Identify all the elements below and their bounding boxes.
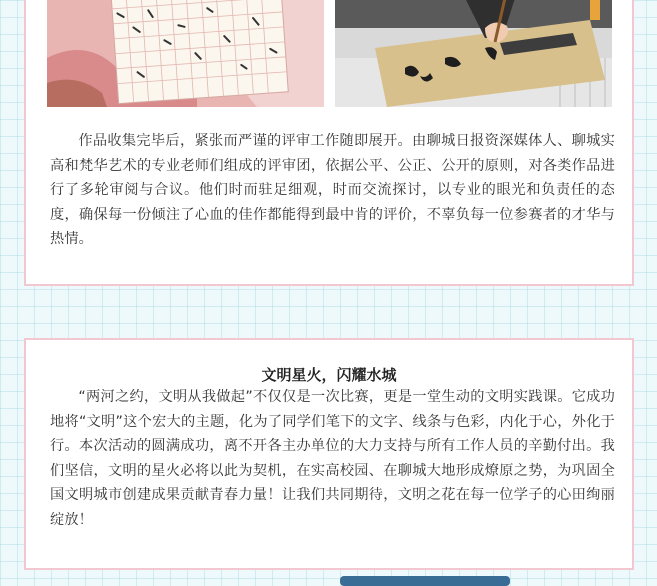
bottom-banner-edge bbox=[340, 576, 510, 586]
section-title: 文明星火，闪耀水城 bbox=[261, 366, 397, 384]
review-section-card bbox=[24, 0, 634, 286]
calligraphy-writing-photo bbox=[335, 0, 612, 107]
civilization-section-card bbox=[24, 338, 634, 570]
calligraphy-worksheet-photo bbox=[47, 0, 324, 107]
summary-paragraph: “两河之约，文明从我做起”不仅仅是一次比赛，更是一堂生动的文明实践课。它成功地将“文明”这个宏大的主题，化为了同学们笔下的文字、线条与色彩，内化于心，外化于行。本次活动的圆满成功，离不开各主办单位的大力支持与所有工作人员的辛勤付出。我们坚信，文明的星火必将以此为契机，在实高校园、在聊城大地形成燎原之势，为巩固全国文明城市创建成果贡献青春力量！让我们共同期待，文明之花在每一位学子的心田绚丽绽放！ bbox=[50, 389, 615, 528]
review-paragraph: 作品收集完毕后，紧张而严谨的评审工作随即展开。由聊城日报资深媒体人、聊城实高和梵华艺术的专业老师们组成的评审团，依据公平、公正、公开的原则，对各类作品进行了多轮审阅与合议。他们时而驻足细观，时而交流探讨，以专业的眼光和负责任的态度，确保每一份倾注了心血的佳作都能得到最中肯的评价，不辜负每一位参赛者的才华与热情。 bbox=[50, 133, 615, 248]
